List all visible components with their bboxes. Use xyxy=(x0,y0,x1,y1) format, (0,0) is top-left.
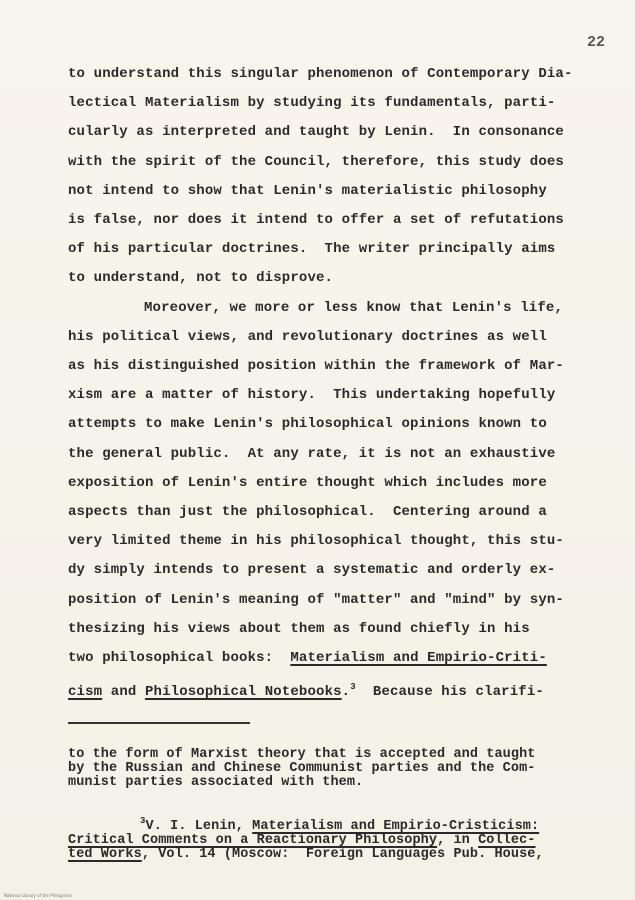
paragraph-2 xyxy=(68,294,598,708)
footnotes xyxy=(68,748,608,862)
footnote-separator xyxy=(68,722,250,724)
text-line: his political views, and revolutionary doctrines as well xyxy=(68,328,547,345)
main-body-text xyxy=(68,60,598,707)
footnote-line xyxy=(68,834,608,848)
footnote-title: Critical Comments on a Reactionary Philosophy xyxy=(68,833,438,848)
line-text: . xyxy=(341,684,351,701)
text-line: as his distinguished position within the framework of Mar- xyxy=(68,358,564,375)
text-line: to understand this singular phenomenon of Contemporary Dia- xyxy=(68,66,573,82)
text-line xyxy=(68,644,598,673)
text-line: Moreover, we more or less know that Lenin's life, xyxy=(144,299,564,316)
footnote-title: ted Works xyxy=(68,847,142,862)
page-number: 22 xyxy=(586,34,605,51)
text-line: to understand, not to disprove. xyxy=(68,270,334,287)
text-line: is false, nor does it intend to offer a set of refutations xyxy=(68,212,564,229)
footnote-line: munist parties associated with them. xyxy=(68,775,364,790)
text-line: thesizing his views about them as found chiefly in his xyxy=(68,620,530,637)
line-text: , Vol. 14 (Moscow: Foreign Languages Pub. House, xyxy=(141,847,544,862)
paragraph-1 xyxy=(68,60,598,294)
line-text: and xyxy=(102,684,145,701)
text-line: position of Lenin's meaning of "matter" and "mind" by syn- xyxy=(68,591,564,608)
text-line: lectical Materialism by studying its fundamentals, parti- xyxy=(68,95,556,112)
archive-caption: National Library of the Philippines xyxy=(4,893,72,898)
text-line: dy simply intends to present a systematic and orderly ex- xyxy=(68,562,556,579)
footnote-number: 3 xyxy=(140,816,146,826)
footnote-line: by the Russian and Chinese Communist parties and the Com- xyxy=(68,761,536,776)
text-line xyxy=(68,673,598,707)
text-line: not intend to show that Lenin's materialistic philosophy xyxy=(68,182,547,199)
book-title-notebooks: Philosophical Notebooks xyxy=(144,684,342,701)
text-line: aspects than just the philosophical. Centering around a xyxy=(68,504,547,521)
footnote-line xyxy=(68,814,608,834)
text-line: xism are a matter of history. This undertaking hopefully xyxy=(68,387,556,404)
footnote-line xyxy=(68,848,608,862)
text-line: very limited theme in his philosophical thought, this stu- xyxy=(68,533,564,550)
footnote-continued xyxy=(68,748,608,790)
text-line: cularly as interpreted and taught by Lenin. In consonance xyxy=(68,124,564,141)
line-text: two philosophical books: xyxy=(68,650,291,667)
book-title-materialism-end: cism xyxy=(68,684,103,701)
text-line: attempts to make Lenin's philosophical opinions known to xyxy=(68,416,547,433)
footnote-line: to the form of Marxist theory that is accepted and taught xyxy=(68,747,536,762)
line-text: Because his clarifi- xyxy=(355,684,544,701)
footnote-marker: 3 xyxy=(350,682,356,693)
text-line: exposition of Lenin's entire thought which includes more xyxy=(68,474,547,491)
footnote-3 xyxy=(68,814,608,862)
footnote-title: Collec- xyxy=(478,833,536,848)
line-text: , in xyxy=(437,833,479,848)
text-line: with the spirit of the Council, therefore, this study does xyxy=(68,153,564,170)
text-line: the general public. At any rate, it is not an exhaustive xyxy=(68,445,556,462)
line-text: V. I. Lenin, xyxy=(145,819,253,834)
text-line: of his particular doctrines. The writer principally aims xyxy=(68,241,556,258)
book-title-materialism: Materialism and Empirio-Criti- xyxy=(290,650,547,667)
footnote-title: Materialism and Empirio-Cristicism: xyxy=(252,819,540,834)
